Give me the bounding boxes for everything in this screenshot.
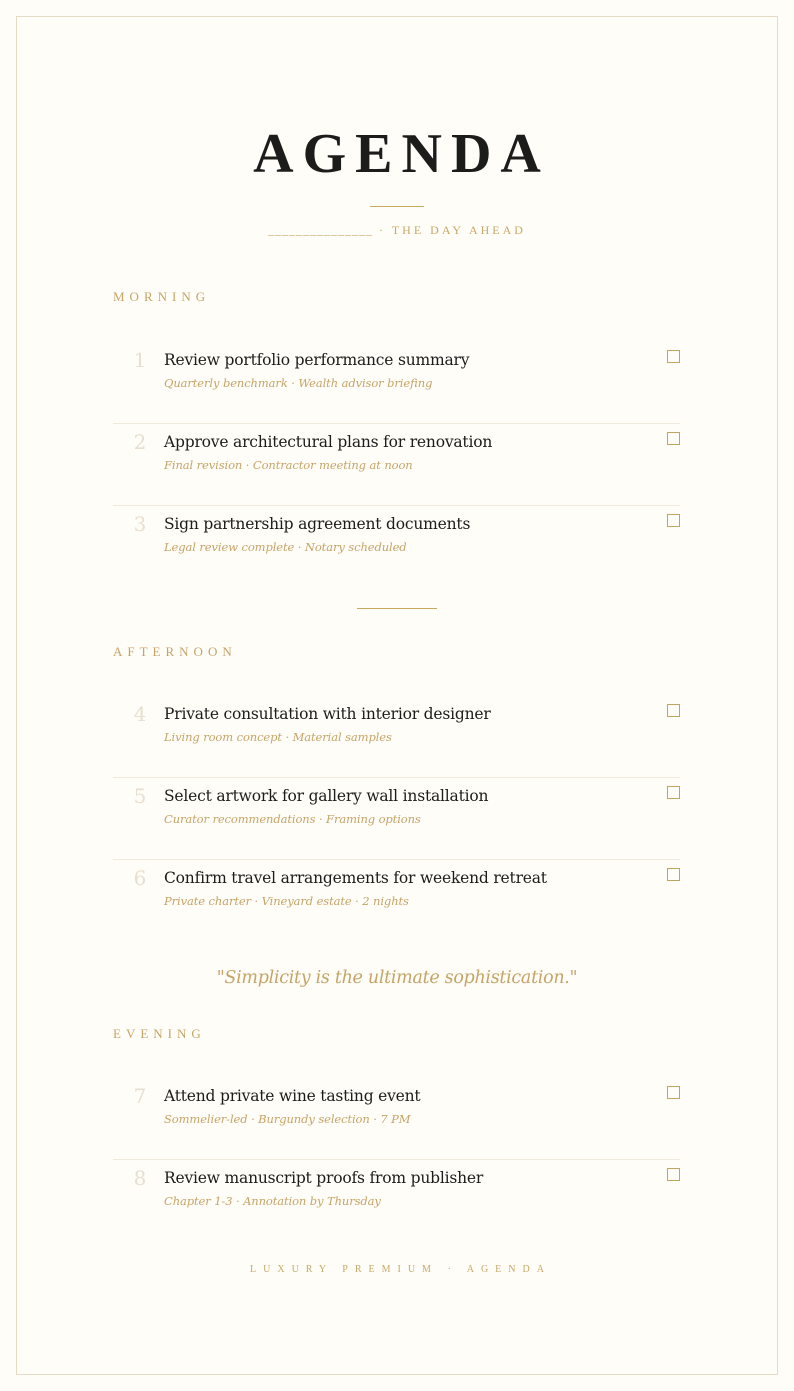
item-details: Legal review complete · Notary scheduled bbox=[164, 540, 407, 554]
item-number: 4 bbox=[133, 702, 147, 726]
section-label-morning: MORNING bbox=[113, 289, 211, 304]
item-title: Select artwork for gallery wall installation bbox=[164, 787, 489, 805]
agenda-item bbox=[113, 860, 680, 942]
subtitle-text: · THE DAY AHEAD bbox=[373, 223, 526, 237]
footer-text: LUXURY PREMIUM · AGENDA bbox=[250, 1264, 551, 1275]
item-checkbox[interactable] bbox=[667, 514, 680, 527]
agenda-item bbox=[113, 1160, 680, 1242]
item-title: Confirm travel arrangements for weekend retreat bbox=[164, 869, 547, 887]
agenda-item bbox=[113, 1078, 680, 1160]
item-title: Attend private wine tasting event bbox=[164, 1087, 421, 1105]
item-checkbox[interactable] bbox=[667, 432, 680, 445]
item-details: Private charter · Vineyard estate · 2 nights bbox=[164, 894, 409, 908]
item-checkbox[interactable] bbox=[667, 868, 680, 881]
item-details: Quarterly benchmark · Wealth advisor briefing bbox=[164, 376, 433, 390]
item-number: 6 bbox=[133, 866, 147, 890]
item-details: Chapter 1-3 · Annotation by Thursday bbox=[164, 1194, 381, 1208]
item-number: 7 bbox=[133, 1084, 147, 1108]
item-checkbox[interactable] bbox=[667, 786, 680, 799]
item-title: Review portfolio performance summary bbox=[164, 351, 470, 369]
item-title: Approve architectural plans for renovation bbox=[164, 433, 493, 451]
item-checkbox[interactable] bbox=[667, 1086, 680, 1099]
item-number: 3 bbox=[133, 512, 147, 536]
item-checkbox[interactable] bbox=[667, 350, 680, 363]
page-title: AGENDA bbox=[253, 123, 550, 185]
page-subtitle bbox=[0, 222, 794, 238]
item-checkbox[interactable] bbox=[667, 704, 680, 717]
item-number: 2 bbox=[133, 430, 147, 454]
section-label-afternoon: AFTERNOON bbox=[113, 644, 237, 659]
item-details: Final revision · Contractor meeting at noon bbox=[164, 458, 413, 472]
section-label-evening: EVENING bbox=[113, 1026, 206, 1041]
item-title: Private consultation with interior designer bbox=[164, 705, 491, 723]
item-title: Sign partnership agreement documents bbox=[164, 515, 471, 533]
item-title: Review manuscript proofs from publisher bbox=[164, 1169, 484, 1187]
section-divider bbox=[357, 608, 437, 609]
agenda-item bbox=[113, 424, 680, 506]
item-details: Curator recommendations · Framing options bbox=[164, 812, 421, 826]
item-number: 1 bbox=[133, 348, 147, 372]
agenda-item bbox=[113, 696, 680, 778]
item-number: 5 bbox=[133, 784, 147, 808]
agenda-item bbox=[113, 506, 680, 588]
item-number: 8 bbox=[133, 1166, 147, 1190]
agenda-item bbox=[113, 342, 680, 424]
agenda-item bbox=[113, 778, 680, 860]
quote: "Simplicity is the ultimate sophistication." bbox=[216, 968, 578, 988]
item-checkbox[interactable] bbox=[667, 1168, 680, 1181]
title-divider bbox=[370, 206, 424, 207]
date-blank-line: _______________ bbox=[268, 223, 374, 237]
item-details: Sommelier-led · Burgundy selection · 7 PM bbox=[164, 1112, 411, 1126]
item-details: Living room concept · Material samples bbox=[164, 730, 392, 744]
